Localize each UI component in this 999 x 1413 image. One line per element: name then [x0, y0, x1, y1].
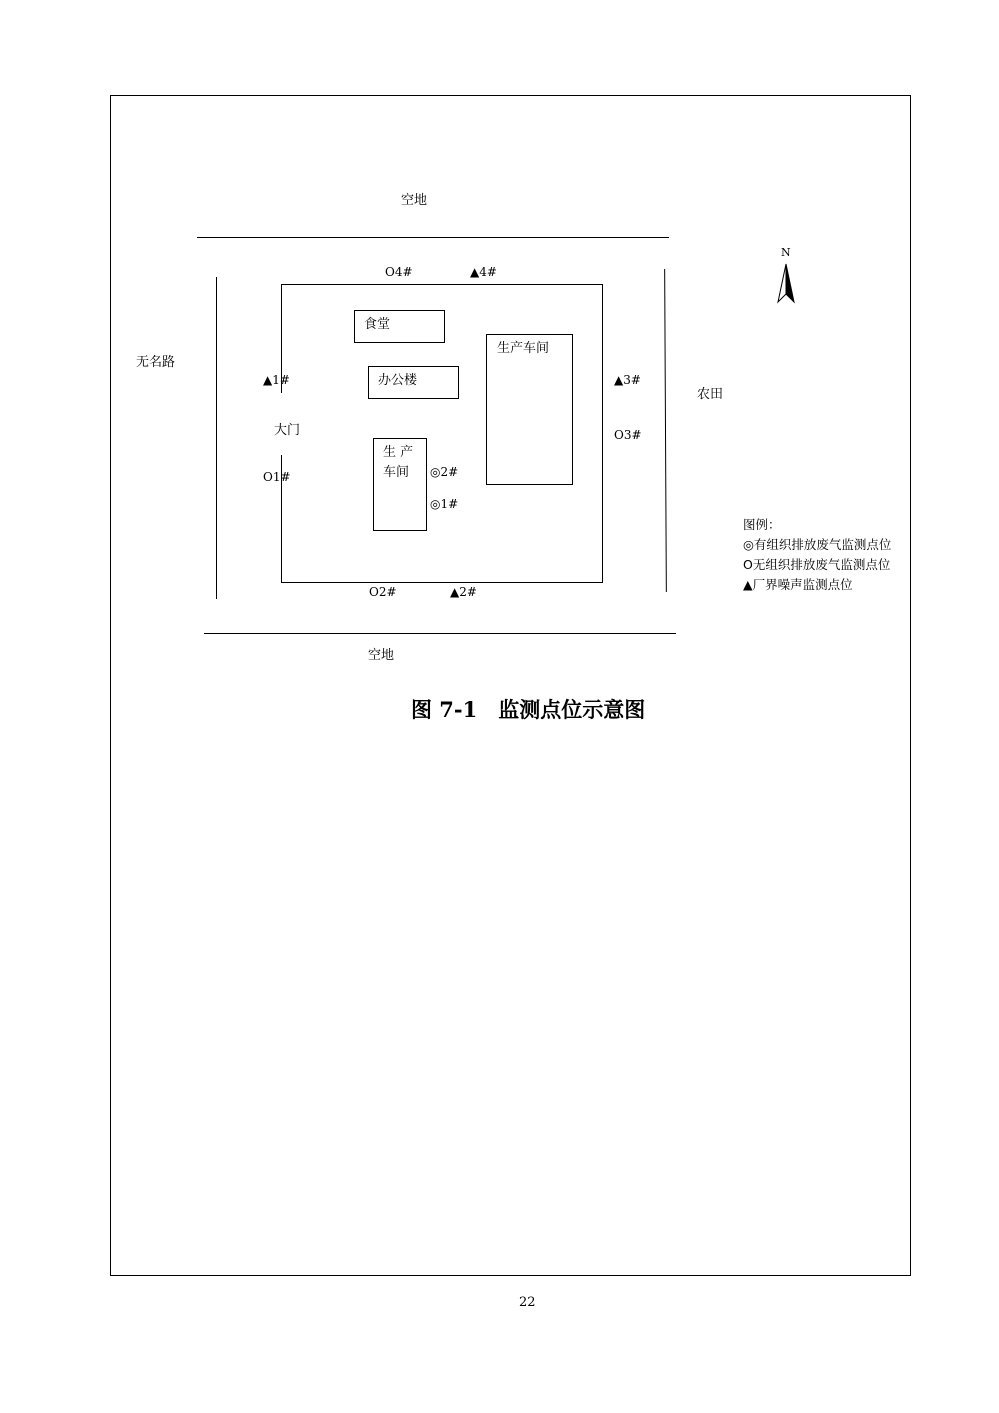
top-area-label: 空地 — [401, 193, 428, 208]
north-arrow-icon — [775, 262, 797, 304]
road-label: 无名路 — [136, 355, 176, 370]
north-label: N — [781, 246, 791, 259]
workshop-small-label-line1: 生 产 — [383, 445, 414, 460]
workshop-large-building — [486, 334, 573, 485]
bottom-boundary-line — [204, 633, 676, 634]
organized-point-2: ◎2# — [430, 465, 459, 479]
workshop-small-label-line2: 车间 — [383, 465, 410, 480]
legend — [743, 515, 891, 595]
workshop-small-building — [373, 438, 427, 531]
unorganized-point-1: O1# — [263, 470, 291, 484]
legend-title: 图例： — [743, 517, 781, 532]
unorganized-point-3: O3# — [614, 428, 642, 442]
canteen-label: 食堂 — [364, 317, 391, 332]
unorganized-point-4: O4# — [385, 265, 413, 279]
organized-point-1: ◎1# — [430, 497, 459, 511]
legend-item-noise: ▲厂界噪声监测点位 — [743, 577, 853, 592]
factory-wall-top — [281, 284, 603, 285]
legend-item-unorganized: O无组织排放废气监测点位 — [743, 557, 891, 572]
factory-wall-right — [602, 284, 603, 582]
office-building — [368, 366, 459, 399]
noise-point-2: ▲2# — [450, 585, 477, 599]
canteen-building — [354, 310, 445, 343]
gate-label: 大门 — [274, 423, 301, 438]
figure-caption: 图 7-1 监测点位示意图 — [411, 697, 646, 722]
legend-item-organized: ◎有组织排放废气监测点位 — [743, 537, 892, 552]
unorganized-point-2: O2# — [369, 585, 397, 599]
noise-point-1: ▲1# — [263, 373, 290, 387]
factory-wall-bottom — [281, 582, 603, 583]
page-number: 22 — [519, 1295, 536, 1310]
farmland-label: 农田 — [697, 387, 724, 402]
left-road-line — [216, 277, 217, 599]
top-boundary-line — [197, 237, 669, 238]
noise-point-4: ▲4# — [470, 265, 497, 279]
workshop-large-label: 生产车间 — [497, 341, 550, 356]
noise-point-3: ▲3# — [614, 373, 641, 387]
bottom-area-label: 空地 — [368, 648, 395, 663]
office-label: 办公楼 — [378, 373, 418, 388]
